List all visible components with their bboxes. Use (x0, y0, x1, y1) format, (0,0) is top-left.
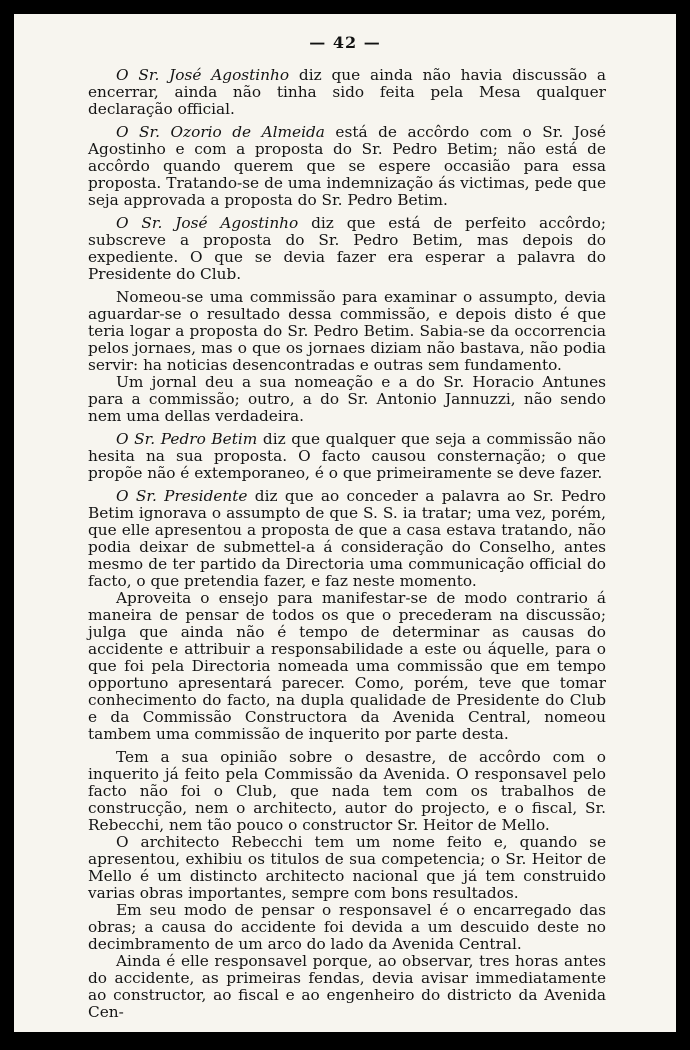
paragraph (88, 124, 606, 209)
page-body (88, 67, 606, 1021)
paragraph-text: está de accôrdo com o Sr. José Agostinho e com a proposta do Sr. Pedro Betim; não está de accôrdo quando querem que se espere occasião para essa proposta. Tratando-se de uma indemnização ás victimas, pede que seja approvada a proposta do Sr. Pedro Betim. (88, 123, 606, 209)
speaker-name: O Sr. José Agostinho (116, 66, 290, 84)
paragraph-text: Nomeou-se uma commissão para examinar o assumpto, devia aguardar-se o resultado dessa commissão, e depois disto é que teria logar a proposta do Sr. Pedro Betim. Sabia-se da occorrencia pelos jornaes, mas o que os jornaes diziam não bastava, não podia servir: ha noticias desencontradas e outras sem fundamento. (88, 288, 606, 374)
paragraph-text: Um jornal deu a sua nomeação e a do Sr. Horacio Antunes para a commissão; outro, a do Sr. Antonio Jannuzzi, não sendo nem uma dellas verdadeira. (88, 373, 606, 425)
document-page (14, 14, 676, 1032)
paragraph (88, 902, 606, 953)
paragraph (88, 953, 606, 1021)
paragraph-text: Aproveita o ensejo para manifestar-se de modo contrario á maneira de pensar de todos os que o precederam na discussão; julga que ainda não é tempo de determinar as causas do accidente e attribuir a responsabilidade a este ou áquelle, para o que foi pela Directoria nomeada uma commissão que em tempo opportuno apresentará parecer. Como, porém, teve que tomar conhecimento do facto, na dupla qualidade de Presidente do Club e da Commissão Constructora da Avenida Central, nomeou tambem uma commissão de inquerito por parte desta. (88, 589, 606, 743)
page-number: — 42 — (309, 33, 381, 52)
paragraph (88, 67, 606, 118)
paragraph-text: Tem a sua opinião sobre o desastre, de accôrdo com o inquerito já feito pela Commissão da Avenida. O responsavel pelo facto não foi o Club, que nada tem com os trabalhos de construcção, nem o architecto, autor do projecto, e o fiscal, Sr. Rebecchi, nem tão pouco o constructor Sr. Heitor de Mello. (88, 748, 606, 834)
paragraph (88, 431, 606, 482)
paragraph (88, 749, 606, 834)
paragraph (88, 374, 606, 425)
paragraph (88, 590, 606, 743)
paragraph-text: diz que ainda não havia discussão a encerrar, ainda não tinha sido feita pela Mesa qualquer declaração official. (88, 66, 606, 118)
paragraph (88, 289, 606, 374)
speaker-name: O Sr. Ozorio de Almeida (116, 123, 325, 141)
paragraph-text: diz que qualquer que seja a commissão não hesita na sua proposta. O facto causou consternação; o que propõe não é extemporaneo, é o que primeiramente se deve fazer. (88, 430, 606, 482)
paragraph (88, 488, 606, 590)
speaker-name: O Sr. Presidente (116, 487, 248, 505)
paragraph-text: diz que ao conceder a palavra ao Sr. Pedro Betim ignorava o assumpto de que S. S. ia tratar; uma vez, porém, que elle apresentou a proposta de que a casa estava tratando, não podia deixar de submettel-a á consideração do Conselho, antes mesmo de ter partido da Directoria uma communicação official do facto, o que pretendia fazer, e faz neste momento. (88, 487, 606, 590)
paragraph-text: Em seu modo de pensar o responsavel é o encarregado das obras; a causa do accidente foi devida a um descuido deste no decimbramento de um arco do lado da Avenida Central. (88, 901, 606, 953)
paragraph-text: diz que está de perfeito accôrdo; subscreve a proposta do Sr. Pedro Betim, mas depois do expediente. O que se devia fazer era esperar a palavra do Presidente do Club. (88, 214, 606, 283)
paragraph (88, 215, 606, 283)
paragraph (88, 834, 606, 902)
paragraph-text: O architecto Rebecchi tem um nome feito e, quando se apresentou, exhibiu os titulos de sua competencia; o Sr. Heitor de Mello é um distincto architecto nacional que já tem construido varias obras importantes, sempre com bons resultados. (88, 833, 606, 902)
paragraph-text: Ainda é elle responsavel porque, ao observar, tres horas antes do accidente, as primeiras fendas, devia avisar immediatamente ao constructor, ao fiscal e ao engenheiro do districto da Avenida Cen- (88, 952, 606, 1021)
speaker-name: O Sr. Pedro Betim (116, 430, 258, 448)
speaker-name: O Sr. José Agostinho (116, 214, 299, 232)
